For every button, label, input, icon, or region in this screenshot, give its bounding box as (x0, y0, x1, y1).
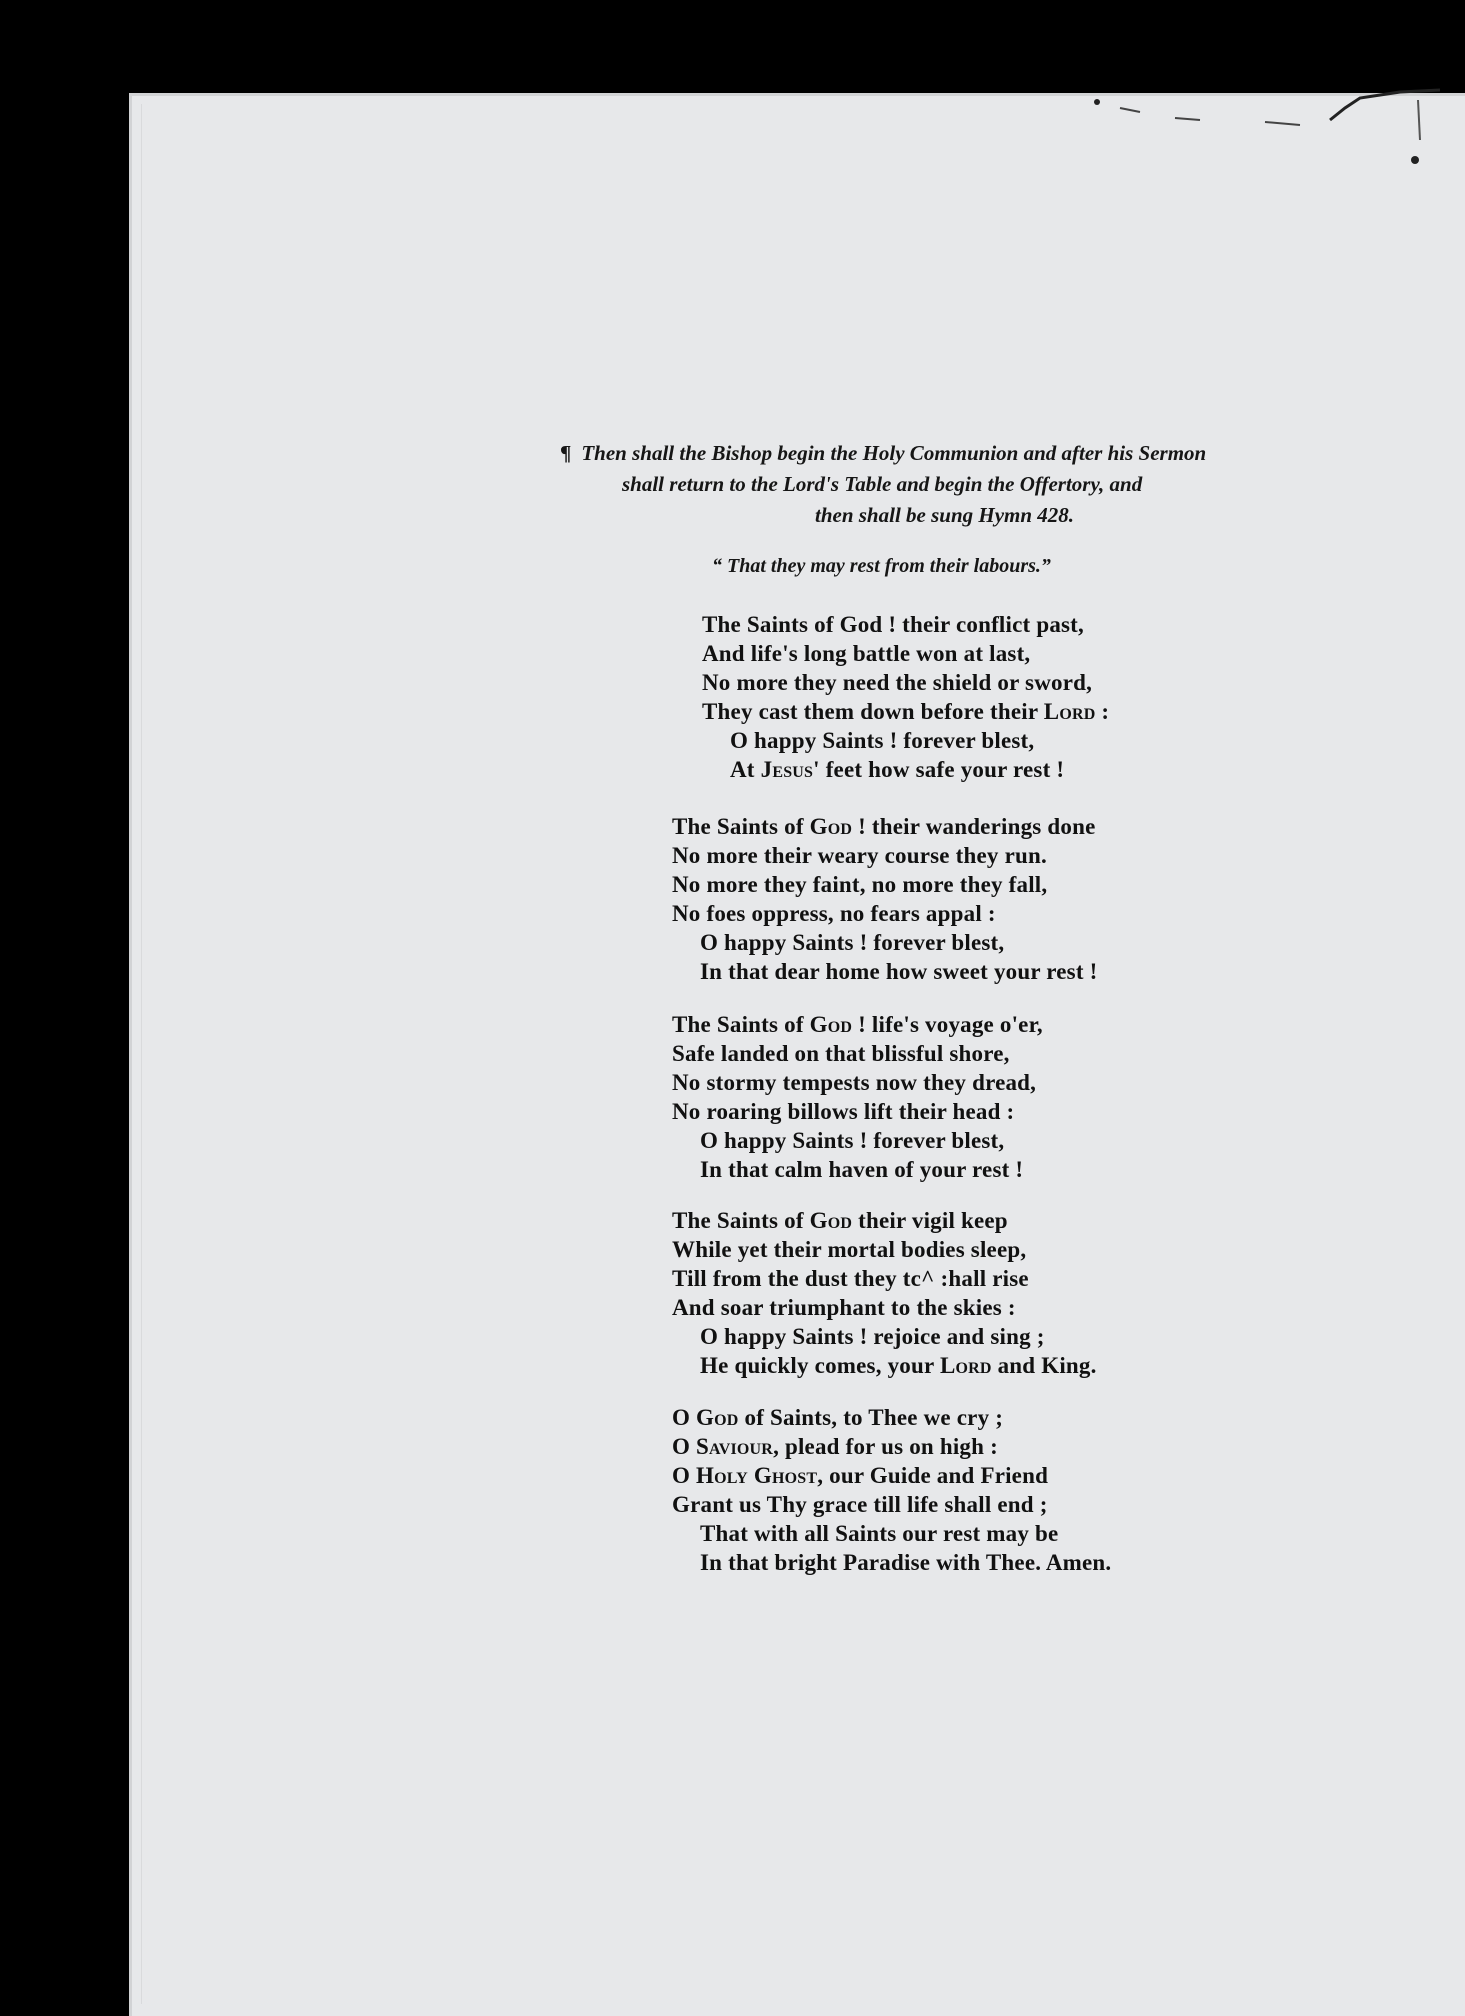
epigraph: “ That they may rest from their labours.” (712, 555, 1051, 577)
verse-text: The Saints of (672, 1208, 810, 1233)
verse-text: O happy Saints ! rejoice and sing ; (700, 1324, 1045, 1349)
verse-line (672, 1235, 1097, 1264)
verse-text: Till from the dust they tc^ :hall rise (672, 1266, 1029, 1291)
verse-text: At (730, 757, 761, 782)
verse-text: They cast them down before their (702, 699, 1044, 724)
verse-text: And life's long battle won at last, (702, 641, 1031, 666)
verse-text: No more their weary course they run. (672, 843, 1047, 868)
verse-text: O happy Saints ! forever blest, (730, 728, 1035, 753)
verse-text: He quickly comes, your (700, 1353, 940, 1378)
verse-text: That with all Saints our rest may be (700, 1521, 1059, 1546)
verse-text: O happy Saints ! forever blest, (700, 930, 1005, 955)
divine-name-smallcaps: God (809, 1012, 853, 1037)
verse-text: O (672, 1405, 697, 1430)
verse-line (672, 1039, 1043, 1068)
verse-line (672, 1068, 1043, 1097)
divine-name-smallcaps: Jesus (760, 757, 814, 782)
verse-line (672, 1293, 1097, 1322)
verse-text: ' feet how safe your rest ! (813, 757, 1065, 782)
verse-text: of Saints, to Thee we cry ; (738, 1405, 1004, 1430)
rubric-line-1 (560, 438, 1320, 469)
verse-line (702, 639, 1109, 668)
divine-name-smallcaps: God (809, 814, 853, 839)
divine-name-smallcaps: Lord (939, 1353, 992, 1378)
verse-text: The Saints of God ! their conflict past, (702, 612, 1084, 637)
pilcrow-mark: ¶ (560, 441, 572, 465)
verse-line (672, 841, 1098, 870)
verse-text: , plead for us on high : (773, 1434, 998, 1459)
verse-text: No roaring billows lift their head : (672, 1099, 1015, 1124)
verse-line (702, 668, 1109, 697)
verse-line (702, 697, 1109, 726)
verse-line (672, 1155, 1043, 1184)
verse-line (702, 726, 1109, 755)
verse-text: And soar triumphant to the skies : (672, 1295, 1016, 1320)
verse-line (702, 755, 1109, 784)
verse-text: ! their wanderings done (852, 814, 1096, 839)
verse-text: Grant us Thy grace till life shall end ; (672, 1492, 1048, 1517)
verse-line (672, 957, 1098, 986)
divine-name-smallcaps: Lord (1043, 699, 1096, 724)
verse-line (672, 1126, 1043, 1155)
verse-line (672, 1097, 1043, 1126)
verse-text: The Saints of (672, 1012, 810, 1037)
verse-text: In that dear home how sweet your rest ! (700, 959, 1098, 984)
verse-line (672, 812, 1098, 841)
stanza-4 (672, 1206, 1097, 1380)
verse-line (702, 610, 1109, 639)
verse-line (672, 928, 1098, 957)
verse-text: and King. (991, 1353, 1097, 1378)
verse-line (672, 1403, 1111, 1432)
stanza-2 (672, 812, 1098, 986)
verse-text: In that calm haven of your rest ! (700, 1157, 1024, 1182)
rubric-line-2: shall return to the Lord's Table and begin the Offertory, and (622, 472, 1143, 496)
verse-line (672, 870, 1098, 899)
verse-text: O (672, 1463, 697, 1488)
verse-text: their vigil keep (852, 1208, 1008, 1233)
verse-line (672, 1548, 1111, 1577)
verse-line (672, 1461, 1111, 1490)
divine-name-smallcaps: God (696, 1405, 739, 1430)
verse-text: , our Guide and Friend (817, 1463, 1049, 1488)
verse-text: In that bright Paradise with Thee. Amen. (700, 1550, 1112, 1575)
verse-text: Safe landed on that blissful shore, (672, 1041, 1010, 1066)
verse-line (672, 1351, 1097, 1380)
verse-line (672, 1490, 1111, 1519)
verse-text: O happy Saints ! forever blest, (700, 1128, 1005, 1153)
verse-line (672, 899, 1098, 928)
verse-text: No stormy tempests now they dread, (672, 1070, 1037, 1095)
stanza-1 (702, 610, 1109, 784)
verse-text: : (1095, 699, 1110, 724)
stanza-5 (672, 1403, 1111, 1577)
verse-text: O (672, 1434, 697, 1459)
divine-name-smallcaps: Saviour (696, 1434, 774, 1459)
divine-name-smallcaps: Holy Ghost (696, 1463, 818, 1488)
scan-artifacts (0, 0, 1465, 200)
rubric-instruction (560, 438, 1320, 531)
verse-text: No more they faint, no more they fall, (672, 872, 1048, 897)
verse-line (672, 1519, 1111, 1548)
stanza-3 (672, 1010, 1043, 1184)
rubric-line-3: then shall be sung Hymn 428. (815, 503, 1075, 527)
verse-text: While yet their mortal bodies sleep, (672, 1237, 1027, 1262)
verse-text: The Saints of (672, 814, 810, 839)
verse-line (672, 1322, 1097, 1351)
verse-line (672, 1206, 1097, 1235)
verse-line (672, 1264, 1097, 1293)
verse-line (672, 1010, 1043, 1039)
divine-name-smallcaps: God (809, 1208, 853, 1233)
verse-text: No more they need the shield or sword, (702, 670, 1093, 695)
verse-line (672, 1432, 1111, 1461)
page-edge-line (141, 104, 142, 2004)
rubric-text-1: Then shall the Bishop begin the Holy Communion and after his Sermon (581, 441, 1207, 465)
verse-text: No foes oppress, no fears appal : (672, 901, 996, 926)
verse-text: ! life's voyage o'er, (852, 1012, 1043, 1037)
